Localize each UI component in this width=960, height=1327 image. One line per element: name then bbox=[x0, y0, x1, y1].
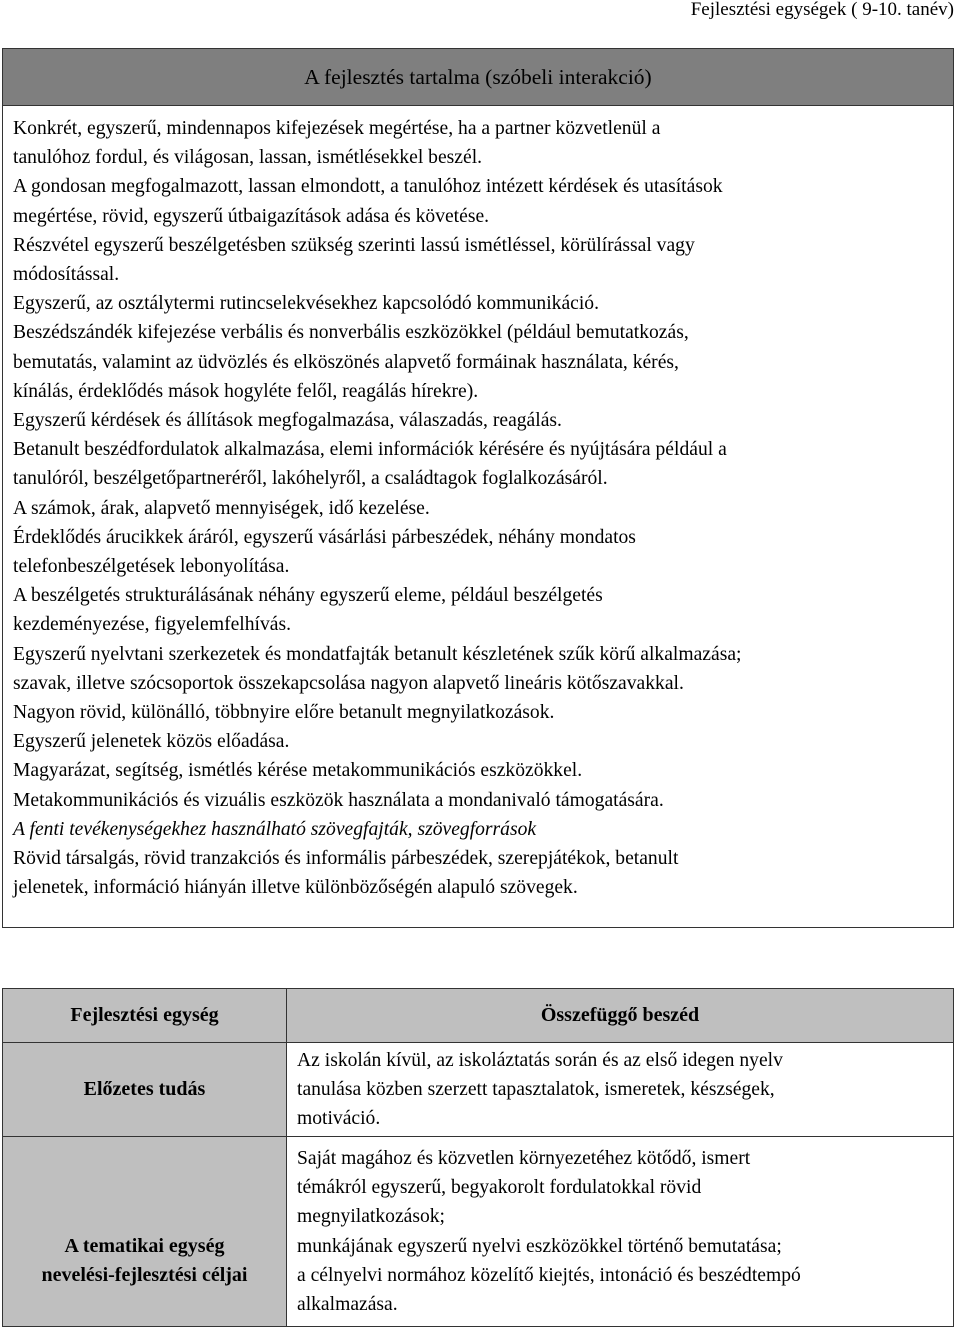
text-line: Egyszerű jelenetek közös előadása. bbox=[13, 731, 290, 753]
goals-cell bbox=[287, 1137, 954, 1327]
unit-name: Összefüggő beszéd bbox=[287, 989, 954, 1043]
text-sources-heading: A fenti tevékenységekhez használható szövegfajták, szövegforrások bbox=[13, 818, 537, 840]
text-line: tanulása közben szerzett tapasztalatok, ismeretek, készségek, bbox=[297, 1078, 775, 1100]
text-line: Betanult beszédfordulatok alkalmazása, elemi információk kérésére és nyújtására például a bbox=[13, 439, 727, 461]
text-line: tanulóhoz fordul, és világosan, lassan, ismétlésekkel beszél. bbox=[13, 147, 483, 169]
text-line: Az iskolán kívül, az iskoláztatás során és az első idegen nyelv bbox=[297, 1049, 783, 1071]
text-line: Egyszerű, az osztálytermi rutincselekvésekhez kapcsolódó kommunikáció. bbox=[13, 293, 599, 315]
text-line: bemutatás, valamint az üdvözlés és elköszönés alapvető formáinak használata, kérés, bbox=[13, 351, 679, 373]
text-line: Rövid társalgás, rövid tranzakciós és informális párbeszédek, szerepjátékok, betanult bbox=[13, 848, 679, 870]
text-line: kezdeményezése, figyelemfelhívás. bbox=[13, 614, 291, 636]
row-label bbox=[3, 1137, 287, 1327]
box-body bbox=[3, 106, 953, 902]
text-line: megnyilatkozások; bbox=[297, 1206, 446, 1228]
row-label-line: nevelési-fejlesztési céljai bbox=[41, 1264, 248, 1286]
row-label: Fejlesztési egység bbox=[3, 989, 287, 1043]
text-line: Metakommunikációs és vizuális eszközök használata a mondanivaló támogatására. bbox=[13, 789, 664, 811]
text-line: A számok, árak, alapvető mennyiségek, idő kezelése. bbox=[13, 497, 430, 519]
text-line: alkalmazása. bbox=[297, 1293, 398, 1315]
text-line: szavak, illetve szócsoportok összekapcsolása nagyon alapvető lineáris kötőszavakkal. bbox=[13, 672, 684, 694]
table-row bbox=[3, 1043, 954, 1137]
text-line: Részvétel egyszerű beszélgetésben szükség szerinti lassú ismétléssel, körülírással vagy bbox=[13, 234, 695, 256]
development-content-box bbox=[2, 48, 954, 928]
text-line: Nagyon rövid, különálló, többnyire előre betanult megnyilatkozások. bbox=[13, 702, 555, 724]
text-line: Beszédszándék kifejezése verbális és nonverbális eszközökkel (például bemutatkozás, bbox=[13, 322, 689, 344]
text-line: munkájának egyszerű nyelvi eszközökkel történő bemutatása; bbox=[297, 1235, 782, 1257]
text-line: Egyszerű kérdések és állítások megfogalmazása, válaszadás, reagálás. bbox=[13, 410, 562, 432]
text-line: módosítással. bbox=[13, 264, 120, 286]
text-line: telefonbeszélgetések lebonyolítása. bbox=[13, 556, 290, 578]
text-line: Saját magához és közvetlen környezetéhez kötődő, ismert bbox=[297, 1147, 751, 1169]
development-unit-table bbox=[2, 988, 954, 1327]
text-line: Magyarázat, segítség, ismétlés kérése metakommunikációs eszközökkel. bbox=[13, 760, 583, 782]
text-line: jelenetek, információ hiányán illetve különbözőségén alapuló szövegek. bbox=[13, 877, 578, 899]
box-title: A fejlesztés tartalma (szóbeli interakció) bbox=[3, 49, 953, 106]
text-line: A beszélgetés strukturálásának néhány egyszerű eleme, például beszélgetés bbox=[13, 585, 603, 607]
page-header: Fejlesztési egységek ( 9-10. tanév) bbox=[690, 0, 954, 20]
text-line: a célnyelvi normához közelítő kiejtés, intonáció és beszédtempó bbox=[297, 1264, 801, 1286]
table-row bbox=[3, 989, 954, 1043]
text-line: kínálás, érdeklődés mások hogyléte felől, reagálás hírekre). bbox=[13, 380, 479, 402]
text-line: A gondosan megfogalmazott, lassan elmondott, a tanulóhoz intézett kérdések és utasítások bbox=[13, 176, 723, 198]
text-line: témákról egyszerű, begyakorolt fordulatokkal rövid bbox=[297, 1177, 702, 1199]
text-line: motiváció. bbox=[297, 1108, 381, 1130]
text-line: Érdeklődés árucikkek áráról, egyszerű vásárlási párbeszédek, néhány mondatos bbox=[13, 526, 636, 548]
prior-knowledge-cell bbox=[287, 1043, 954, 1137]
text-line: Egyszerű nyelvtani szerkezetek és mondatfajták betanult készletének szűk körű alkalmazása; bbox=[13, 643, 742, 665]
row-label: Előzetes tudás bbox=[3, 1043, 287, 1137]
table-row bbox=[3, 1137, 954, 1327]
text-line: tanulóról, beszélgetőpartneréről, lakóhelyről, a családtagok foglalkozásáról. bbox=[13, 468, 608, 490]
text-line: Konkrét, egyszerű, mindennapos kifejezések megértése, ha a partner közvetlenül a bbox=[13, 118, 661, 139]
text-line: megértése, rövid, egyszerű útbaigazítások adása és követése. bbox=[13, 205, 490, 227]
row-label-line: A tematikai egység bbox=[64, 1235, 225, 1257]
